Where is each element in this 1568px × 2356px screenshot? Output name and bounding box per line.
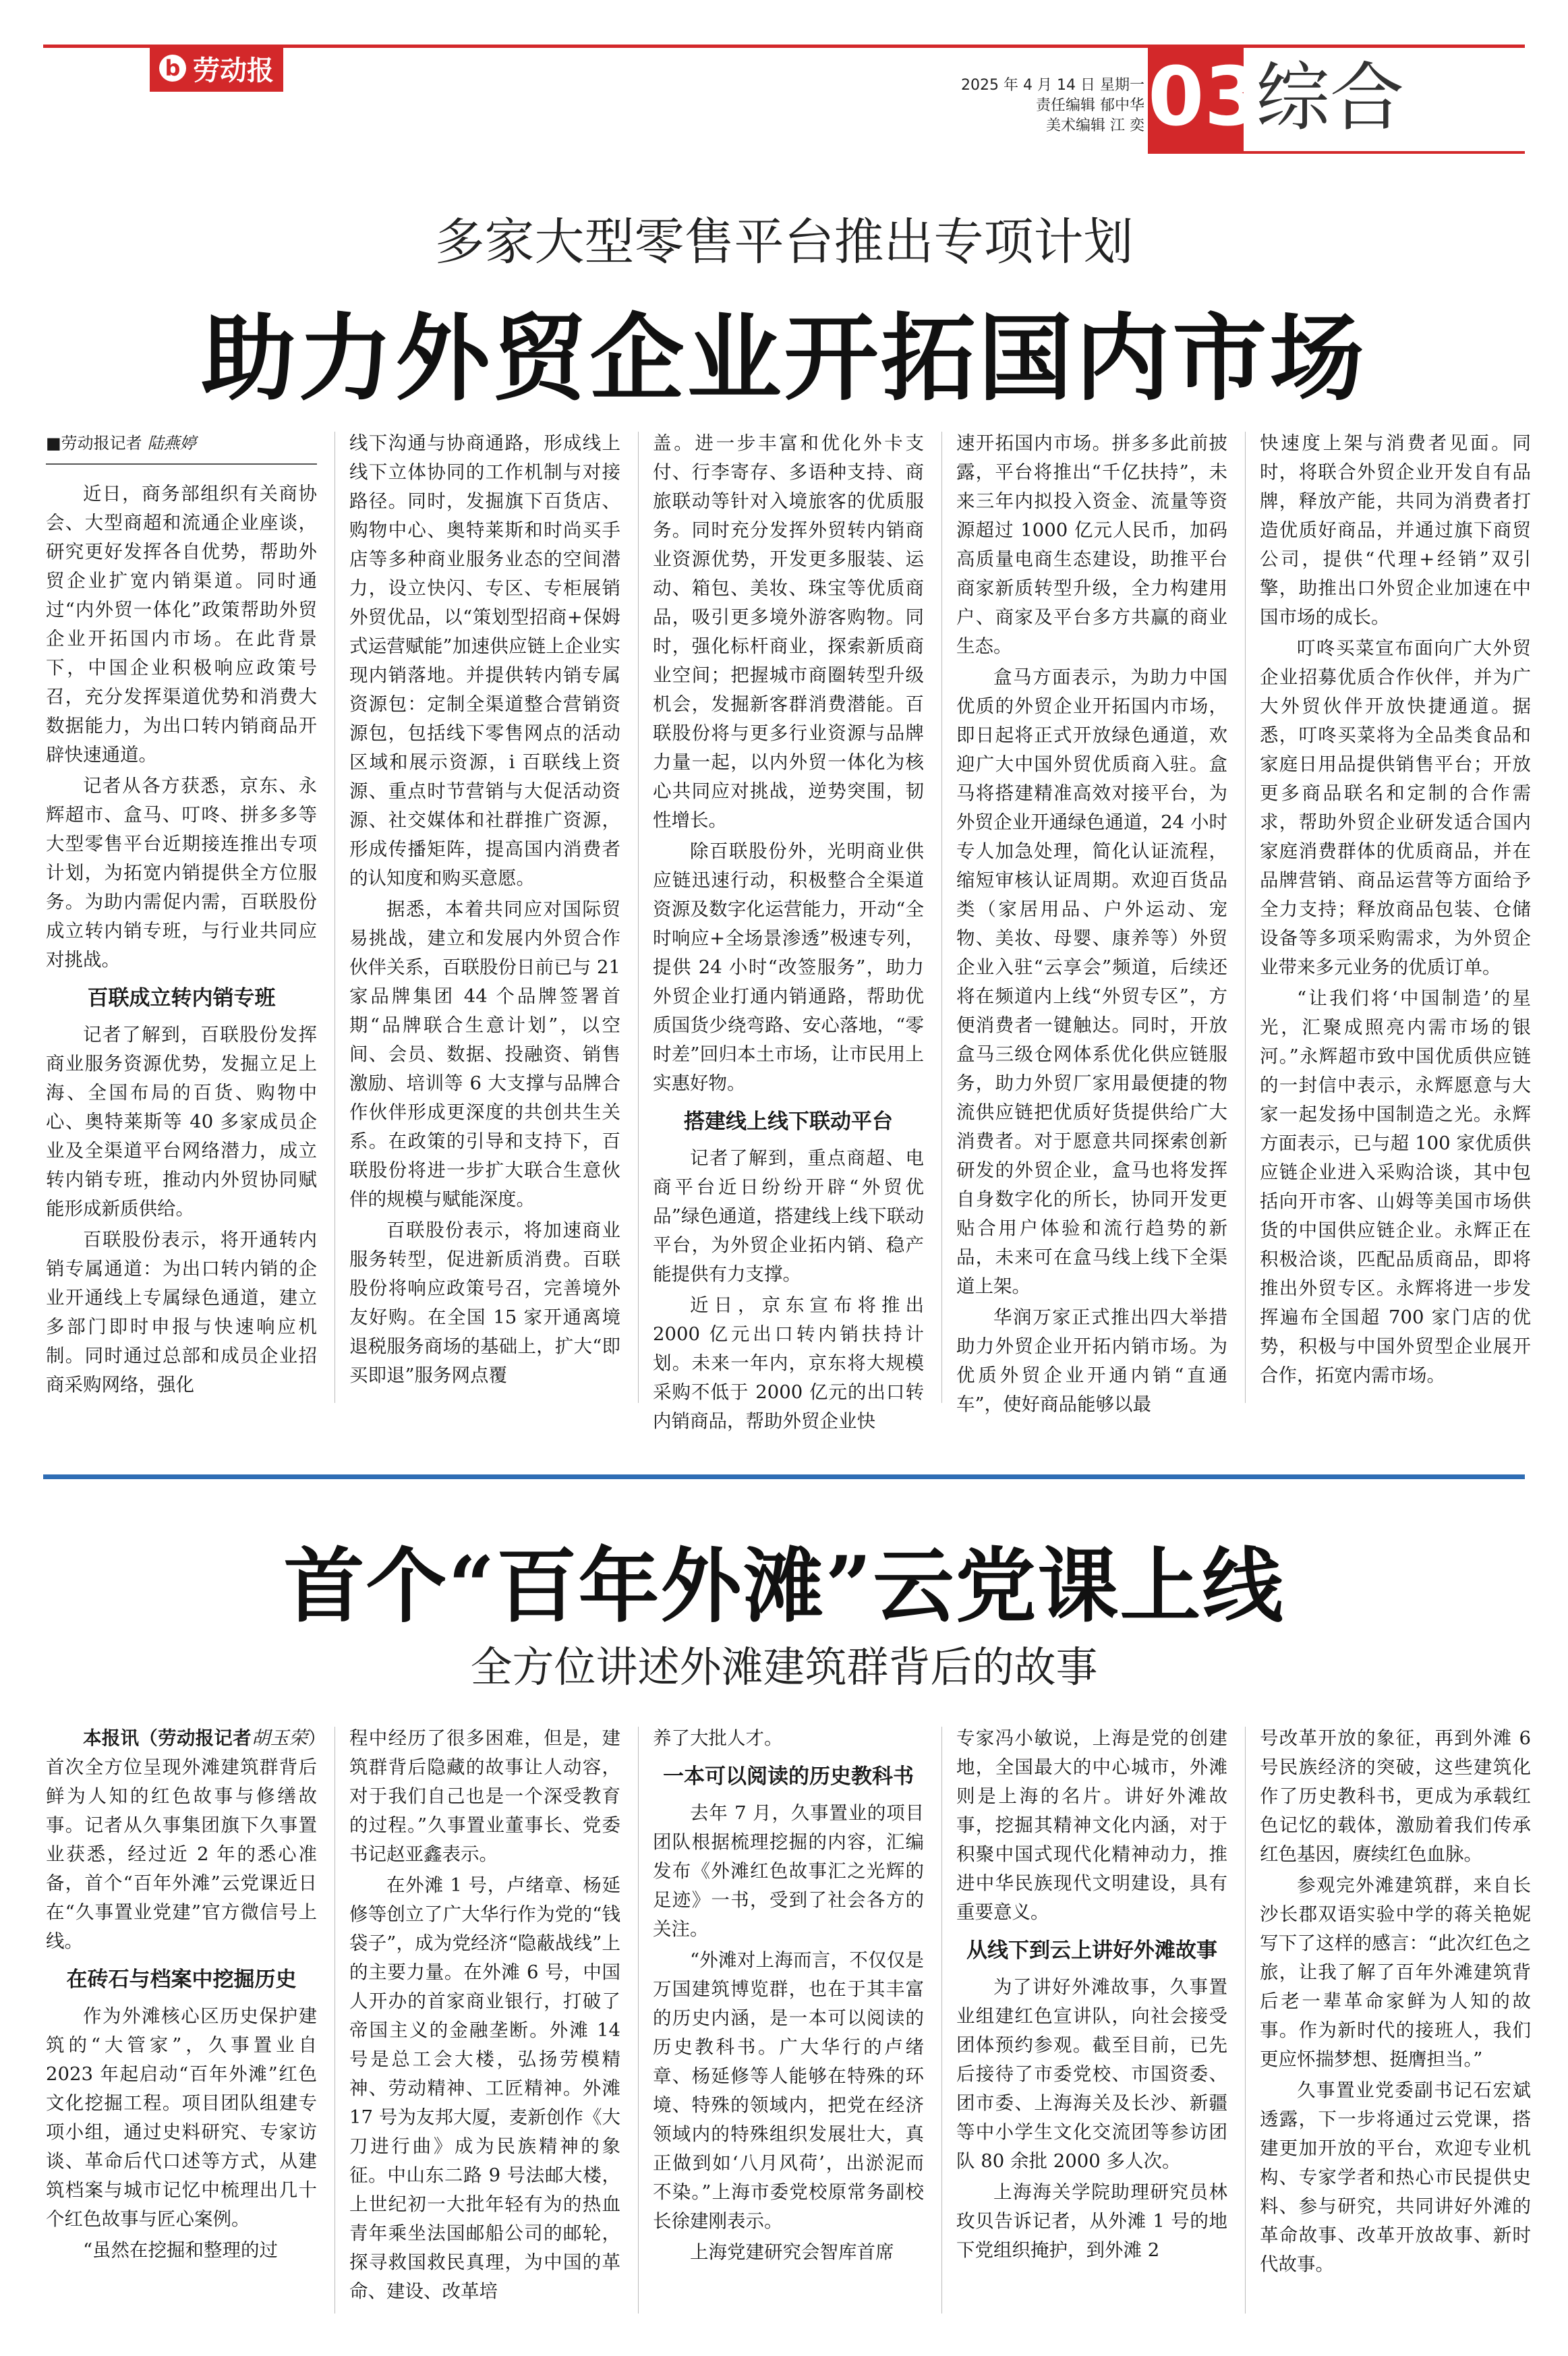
paragraph: 去年 7 月，久事置业的项目团队根据梳理挖掘的内容，汇编发布《外滩红色故事汇之光辉的足迹》一书，受到了社会各方的关注。: [653, 1802, 924, 1940]
paragraph: “虽然在挖掘和整理的过: [83, 2239, 279, 2261]
subheading: 从线下到云上讲好外滩故事: [966, 1938, 1217, 1963]
paragraph: 快速度上架与消费者见面。同时，将联合外贸企业开发自有品牌，释放产能，共同为消费者打造优质好商品，并通过旗下商贸公司，提供“代理+经销”双引擎，助推出口外贸企业加速在中国市场的成长。: [1260, 432, 1531, 628]
paragraph: 近日，京东宣布将推出 2000 亿元出口转内销扶持计划。未来一年内，京东将大规模采购不低于 2000 亿元的出口转内销商品，帮助外贸企业快: [653, 1294, 924, 1432]
paragraph: 百联股份表示，将开通转内销专属通道：为出口转内销的企业开通线上专属绿色通道，建立多部门即时申报与快速响应机制。同时通过总部和成员企业招商采购网络，强化: [46, 1229, 317, 1396]
article2-col1-body: [46, 1965, 317, 2265]
paragraph: 叮咚买菜宣布面向广大外贸企业招募优质合作伙伴，并为广大外贸伙伴开放快捷通道。据悉，叮咚买菜将为全品类食品和家庭日用品提供销售平台；开放更多商品联名和定制的合作需求，帮助外贸企业研发适合国内家庭消费群体的优质商品，并在品牌营销、商品运营等方面给予全力支持；释放商品包装、仓储设备等多项采购需求，为外贸企业带来多元业务的优质订单。: [1260, 637, 1531, 978]
art-editor: 美术编辑 江 奕: [1046, 117, 1144, 134]
byline-label: ■劳动报记者: [46, 434, 142, 453]
logo-mark-icon: b: [159, 55, 186, 82]
article2-subline: 全方位讲述外滩建筑群背后的故事: [470, 1642, 1098, 1692]
paragraph: 为了讲好外滩故事，久事置业组建红色宣讲队，向社会接受团体预约参观。截至目前，已先后接待了市委党校、市国资委、团市委、上海海关及长沙、新疆等中小学生文化交流团等参访团队 80 余批 2000 多人次。: [956, 1976, 1227, 2172]
article1-kicker: 多家大型零售平台推出专项计划: [434, 213, 1134, 271]
article1-column-4: [956, 429, 1227, 1421]
article2-column-5: [1260, 1724, 1531, 2281]
responsible-editor: 责任编辑 郁中华: [1036, 97, 1144, 114]
article-divider: [43, 1474, 1525, 1479]
paragraph: 盒马方面表示，为助力中国优质的外贸企业开拓国内市场，即日起将正式开放绿色通道，欢迎广大中国外贸优质商入驻。盒马将搭建精准高效对接平台，为外贸企业开通绿色通道，24 小时专人加急处理，简化认证流程，缩短审核认证周期。欢迎百货品类（家居用品、户外运动、宠物、美妆、母婴、康养等）外贸企业入驻“云享会”频道，后续还将在频道内上线“外贸专区”，方便消费者一键触达。同时，开放盒马三级仓网体系优化供应链服务，助力外贸厂家用最便捷的物流供应链把优质好货提供给广大消费者。对于愿意共同探索创新研发的外贸企业，盒马也将发挥自身数字化的所长，协同开发更贴合用户体验和流行趋势的新品，未来可在盒马线上线下全渠道上架。: [956, 666, 1227, 1297]
column-rule: [638, 1727, 639, 2314]
article2-col3-body: [653, 1724, 924, 2267]
newspaper-logo: [150, 45, 283, 92]
paragraph: 速开拓国内市场。拼多多此前披露，平台将推出“千亿扶持”，未来三年内拟投入资金、流量等资源超过 1000 亿元人民币，加码高质量电商生态建设，助推平台商家新质转型升级，全力构建用户、商家及平台多方共赢的商业生态。: [956, 432, 1227, 657]
article2-col2-body: [349, 1724, 620, 2306]
paragraph: 养了大批人才。: [653, 1727, 783, 1749]
column-rule: [638, 432, 639, 1403]
paragraph: 作为外滩核心区历史保护建筑的“大管家”，久事置业自 2023 年起启动“百年外滩”红色文化挖掘工程。项目团队组建专项小组，通过史料研究、专家访谈、革命后代口述等方式，从建筑档案与城市记忆中梳理出几十个红色故事与匠心案例。: [46, 2005, 317, 2230]
article1-headline: 助力外贸企业开拓国内市场: [201, 304, 1367, 414]
article1-column-3: [653, 429, 924, 1438]
article1-col3-body: [653, 429, 924, 1436]
paragraph: 久事置业党委副书记石宏斌透露，下一步将通过云党课，搭建更加开放的平台，欢迎专业机构、专家学者和热心市民提供史料、参与研究，共同讲好外滩的革命故事、改革开放故事、新时代故事。: [1260, 2079, 1531, 2275]
paragraph: 程中经历了很多困难，但是，建筑群背后隐藏的故事让人动容，对于我们自己也是一个深受教育的过程。”久事置业董事长、党委书记赵亚鑫表示。: [349, 1727, 620, 1865]
lead-reporter: 胡玉荣: [251, 1727, 308, 1749]
lead-text: ）首次全方位呈现外滩建筑群背后鲜为人知的红色故事与修缮故事。记者从久事集团旗下久事置业获悉，经过近 2 年的悉心准备，首个“百年外滩”云党课近日在“久事置业党建”官方微信号上线。: [46, 1727, 317, 1952]
section-name: 综合: [1256, 55, 1404, 141]
subheading: 搭建线上线下联动平台: [684, 1110, 893, 1134]
paragraph: 近日，商务部组织有关商协会、大型商超和流通企业座谈，研究更好发挥各自优势，帮助外贸企业扩宽内销渠道。同时通过“内外贸一体化”政策帮助外贸企业开拓国内市场。在此背景下，中国企业积极响应政策号召，充分发挥渠道优势和消费大数据能力，为出口转内销商品开辟快速通道。: [46, 483, 317, 766]
paragraph: 盖。进一步丰富和优化外卡支付、行李寄存、多语种支持、商旅联动等针对入境旅客的优质服务。同时充分发挥外贸转内销商业资源优势，开发更多服装、运动、箱包、美妆、珠宝等优质商品，吸引更多境外游客购物。同时，强化标杆商业，探索新质商业空间；把握城市商圈转型升级机会，发掘新客群消费潜能。百联股份将与更多行业资源与品牌力量一起，以内外贸一体化为核心共同应对挑战，逆势突围，韧性增长。: [653, 432, 924, 831]
article2-lead: [46, 1724, 317, 1956]
column-rule: [941, 1727, 942, 2314]
subheading: 一本可以阅读的历史教科书: [663, 1764, 914, 1789]
column-rule: [941, 432, 942, 1403]
page-number: 03: [1148, 45, 1244, 151]
paragraph: “让我们将‘中国制造’的星光，汇聚成照亮内需市场的银河。”永辉超市致中国优质供应链的一封信中表示，永辉愿意与大家一起发扬中国制造之光。永辉方面表示，已与超 100 家优质供应链企业进入采购洽谈，其中包括向开市客、山姆等美国市场供货的中国供应链企业。永辉正在积极洽谈，匹配品质商品，即将推出外贸专区。永辉将进一步发挥遍布全国超 700 家门店的优势，积极与中国外贸型企业展开合作，拓宽内需市场。: [1260, 987, 1531, 1386]
paragraph: 线下沟通与协商通路，形成线上线下立体协同的工作机制与对接路径。同时，发掘旗下百货店、购物中心、奥特莱斯和时尚买手店等多种商业服务业态的空间潜力，设立快闪、专区、专柜展销外贸优品，以“策划型招商+保姆式运营赋能”加速供应链上企业实现内销落地。并提供转内销专属资源包：定制全渠道整合营销资源包，包括线下零售网点的活动区域和展示资源，i 百联线上资源、重点时节营销与大促活动资源、社交媒体和社群推广资源，形成传播矩阵，提高国内消费者的认知度和购买意愿。: [349, 432, 620, 889]
article2-column-4: [956, 1724, 1227, 2267]
lead-label: 本报讯（劳动报记者: [83, 1727, 252, 1749]
article1-column-5: [1260, 429, 1531, 1392]
subheading: 在砖石与档案中挖掘历史: [66, 1967, 297, 1992]
article2-column-2: [349, 1724, 620, 2308]
paragraph: 上海海关学院助理研究员林玫贝告诉记者，从外滩 1 号的地下党组织掩护，到外滩 2: [956, 2181, 1227, 2261]
article1-col4-body: [956, 429, 1227, 1419]
paragraph: 除百联股份外，光明商业供应链迅速行动，积极整合全渠道资源及数字化运营能力，开动“全时响应+全场景渗透”极速专列，提供 24 小时“改签服务”，助力外贸企业打通内销通路，帮助优质国货少绕弯路、安心落地，“零时差”回归本土市场，让市民用上实惠好物。: [653, 840, 924, 1094]
issue-meta: [961, 76, 1144, 136]
paragraph: 在外滩 1 号，卢绪章、杨延修等创立了广大华行作为党的“钱袋子”，成为党经济“隐蔽战线”上的主要力量。在外滩 6 号，中国人开办的首家商业银行，打破了帝国主义的金融垄断。外滩 14 号是总工会大楼，弘扬劳模精神、劳动精神、工匠精神。外滩 17 号为友邦大厦，麦新创作《大刀进行曲》成为民族精神的象征。中山东二路 9 号法邮大楼，上世纪初一大批年轻有为的热血青年乘坐法国邮船公司的邮轮，探寻救国救民真理，为中国的革命、建设、改革培: [349, 1874, 620, 2302]
article1-column-1: [46, 429, 317, 1402]
article1-byline: [46, 429, 317, 465]
article2-column-1: [46, 1724, 317, 2267]
paragraph: 记者从各方获悉，京东、永辉超市、盒马、叮咚、拼多多等大型零售平台近期接连推出专项计划，为拓宽内销提供全方位服务。为助内需促内需，百联股份成立转内销专班，与行业共同应对挑战。: [46, 775, 317, 971]
section-underline: [1148, 151, 1525, 154]
paragraph: 号改革开放的象征，再到外滩 6 号民族经济的突破，这些建筑化作了历史教科书，更成为承载红色记忆的载体，激励着我们传承红色基因，赓续红色血脉。: [1260, 1727, 1531, 1865]
paper-name: 劳动报: [193, 54, 274, 86]
paragraph: 百联股份表示，将加速商业服务转型，促进新质消费。百联股份将响应政策号召，完善境外友好购。在全国 15 家开通离境退税服务商场的基础上，扩大“即买即退”服务网点覆: [349, 1219, 620, 1386]
paragraph: 记者了解到，百联股份发挥商业服务资源优势，发掘立足上海、全国布局的百货、购物中心、奥特莱斯等 40 多家成员企业及全渠道平台网络潜力，成立转内销专班，推动内外贸协同赋能形成新质供给。: [46, 1024, 317, 1219]
byline-name: 陆燕婷: [147, 434, 196, 453]
paragraph: 华润万家正式推出四大举措助力外贸企业开拓内销市场。为优质外贸企业开通内销“直通车”，使好商品能够以最: [956, 1306, 1227, 1415]
article2-column-3: [653, 1724, 924, 2269]
article2-col5-body: [1260, 1724, 1531, 2279]
paragraph: 上海党建研究会智库首席: [690, 2241, 894, 2263]
paragraph: “外滩对上海而言，不仅仅是万国建筑博览群，也在于其丰富的历史内涵，是一本可以阅读的历史教科书。广大华行的卢绪章、杨延修等人能够在特殊的环境、特殊的领域内，把党在经济领域内的特殊组织发展壮大，真正做到如‘八月风荷’，出淤泥而不染。”上海市委党校原常务副校长徐建刚表示。: [653, 1949, 924, 2232]
article2-headline: 首个“百年外滩”云党课上线: [283, 1539, 1285, 1634]
paragraph: 据悉，本着共同应对国际贸易挑战，建立和发展内外贸合作伙伴关系，百联股份日前已与 21 家品牌集团 44 个品牌签署首期“品牌联合生意计划”，以空间、会员、数据、投融资、销售激励、培训等 6 大支撑与品牌合作伙伴形成更深度的共创共生关系。在政策的引导和支持下，百联股份将进一步扩大联合生意伙伴的规模与赋能深度。: [349, 898, 620, 1210]
column-rule: [1245, 432, 1246, 1403]
column-rule: [1245, 1727, 1246, 2314]
paragraph: 专家冯小敏说，上海是党的创建地，全国最大的中心城市，外滩则是上海的名片。讲好外滩故事，挖掘其精神文化内涵，对于积聚中国式现代化精神动力，推进中华民族现代文明建设，具有重要意义。: [956, 1727, 1227, 1923]
paragraph: 记者了解到，重点商超、电商平台近日纷纷开辟“外贸优品”绿色通道，搭建线上线下联动平台，为外贸企业拓内销、稳产能提供有力支撑。: [653, 1147, 924, 1285]
article1-col5-body: [1260, 429, 1531, 1390]
paragraph: 参观完外滩建筑群，来自长沙长郡双语实验中学的蒋关艳妮写下了这样的感言：“此次红色之旅，让我了解了百年外滩建筑背后老一辈革命家鲜为人知的故事。作为新时代的接班人，我们更应怀揣梦想、挺膺担当。”: [1260, 1874, 1531, 2070]
issue-date: 2025 年 4 月 14 日 星期一: [961, 77, 1144, 94]
article1-col1-body: [46, 480, 317, 1400]
article1-column-2: [349, 429, 620, 1392]
subheading: 百联成立转内销专班: [87, 986, 276, 1010]
article2-col4-body: [956, 1724, 1227, 2265]
article1-col2-body: [349, 429, 620, 1390]
